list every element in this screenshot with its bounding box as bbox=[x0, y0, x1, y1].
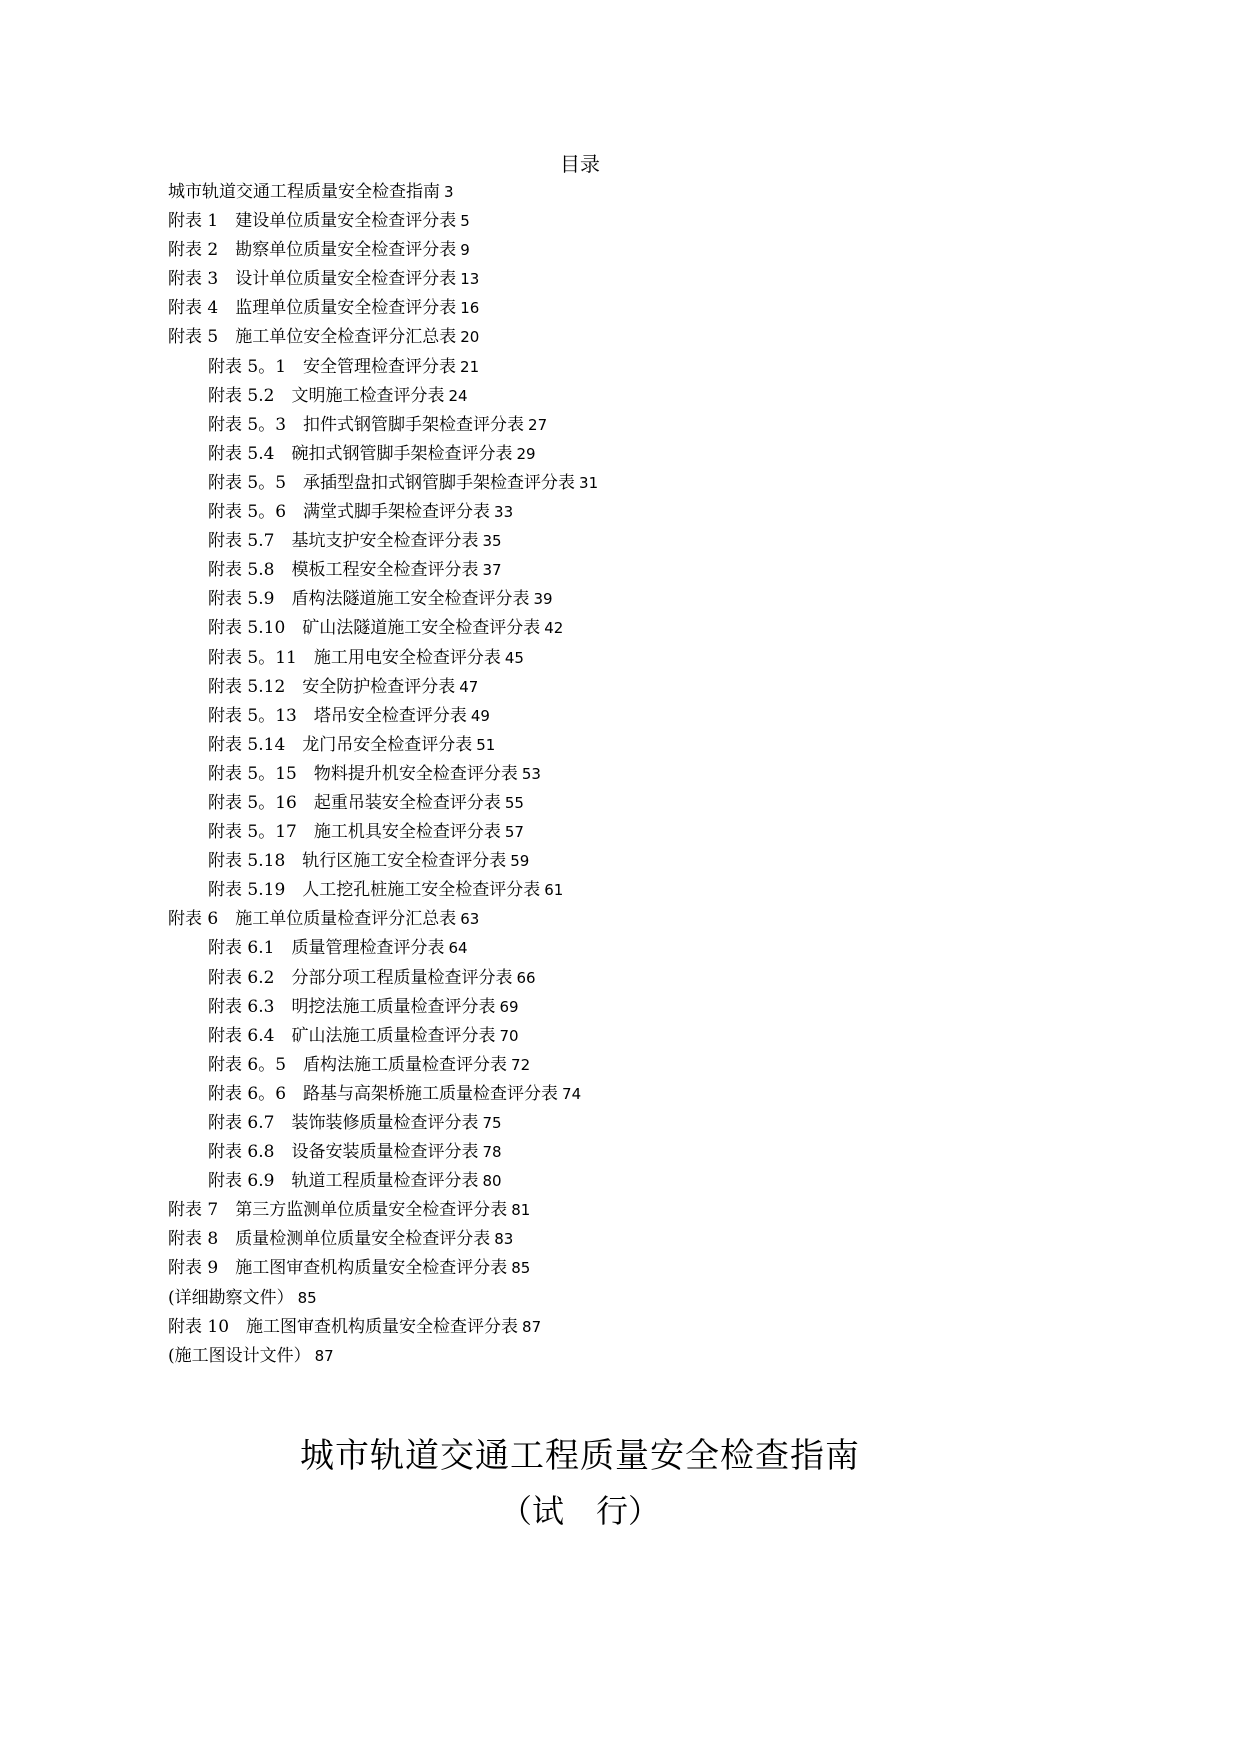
toc-entry-label: 附表 6。5 盾构法施工质量检查评分表 bbox=[208, 1054, 508, 1075]
toc-entry-page-number: 24 bbox=[448, 386, 468, 405]
toc-entry[interactable] bbox=[168, 644, 888, 673]
toc-entry-label: 附表 5。17 施工机具安全检查评分表 bbox=[208, 822, 501, 843]
toc-entry-label: 附表 5.18 轨行区施工安全检查评分表 bbox=[208, 851, 507, 872]
toc-entry-page-number: 31 bbox=[579, 473, 599, 492]
toc-entry-label: 附表 9 施工图审查机构质量安全检查评分表 bbox=[168, 1258, 508, 1279]
document-subtitle: （试 行） bbox=[499, 1492, 660, 1530]
table-of-contents bbox=[168, 178, 888, 1371]
toc-entry-page-number: 75 bbox=[482, 1114, 502, 1132]
toc-entry-label: 附表 6 施工单位质量检查评分汇总表 bbox=[168, 909, 457, 930]
toc-entry-page-number: 51 bbox=[476, 735, 496, 754]
toc-entry-page-number: 29 bbox=[516, 444, 536, 463]
toc-entry-label: 附表 1 建设单位质量安全检查评分表 bbox=[168, 211, 457, 232]
toc-entry-label: 附表 5。11 施工用电安全检查评分表 bbox=[208, 647, 501, 668]
toc-entry-page-number: 13 bbox=[460, 270, 480, 289]
toc-entry[interactable] bbox=[168, 353, 888, 382]
toc-entry[interactable] bbox=[168, 731, 888, 760]
toc-entry[interactable] bbox=[168, 1080, 888, 1109]
toc-entry[interactable] bbox=[168, 1051, 888, 1080]
toc-entry-label: 附表 5.9 盾构法隧道施工安全检查评分表 bbox=[208, 589, 530, 610]
toc-entry[interactable] bbox=[168, 1342, 888, 1371]
toc-entry[interactable] bbox=[168, 1109, 888, 1138]
toc-entry-label: 附表 3 设计单位质量安全检查评分表 bbox=[168, 269, 457, 290]
toc-entry-page-number: 87 bbox=[522, 1317, 542, 1336]
toc-entry[interactable] bbox=[168, 323, 888, 352]
toc-entry-page-number: 27 bbox=[528, 415, 548, 434]
toc-entry[interactable] bbox=[168, 614, 888, 643]
toc-entry-label: 附表 5.19 人工挖孔桩施工安全检查评分表 bbox=[208, 880, 541, 901]
toc-entry[interactable] bbox=[168, 265, 888, 294]
toc-entry-page-number: 47 bbox=[459, 677, 479, 696]
toc-entry-page-number: 70 bbox=[499, 1026, 519, 1045]
toc-entry-label: 附表 5。15 物料提升机安全检查评分表 bbox=[208, 763, 518, 784]
toc-entry[interactable] bbox=[168, 1167, 888, 1196]
toc-entry-label: 附表 7 第三方监测单位质量安全检查评分表 bbox=[168, 1200, 508, 1221]
toc-heading: 目录 bbox=[560, 152, 600, 176]
toc-entry-page-number: 35 bbox=[482, 532, 502, 551]
toc-entry-label: 附表 2 勘察单位质量安全检查评分表 bbox=[168, 240, 457, 261]
toc-entry-label: 附表 6.1 质量管理检查评分表 bbox=[208, 938, 445, 959]
toc-entry[interactable] bbox=[168, 964, 888, 993]
toc-entry-page-number: 49 bbox=[470, 706, 490, 725]
toc-entry-label: 附表 10 施工图审查机构质量安全检查评分表 bbox=[168, 1316, 519, 1337]
toc-entry-label: 附表 6.4 矿山法施工质量检查评分表 bbox=[208, 1025, 496, 1046]
toc-entry-page-number: 42 bbox=[544, 619, 564, 638]
toc-entry-page-number: 9 bbox=[460, 241, 470, 260]
toc-entry[interactable] bbox=[168, 236, 888, 265]
toc-entry-label: 附表 5.4 碗扣式钢管脚手架检查评分表 bbox=[208, 443, 513, 464]
toc-entry-label: (施工图设计文件） bbox=[168, 1345, 311, 1366]
toc-entry[interactable] bbox=[168, 818, 888, 847]
toc-entry[interactable] bbox=[168, 1022, 888, 1051]
toc-entry-label: 附表 5.2 文明施工检查评分表 bbox=[208, 385, 445, 406]
toc-entry-page-number: 21 bbox=[460, 357, 480, 376]
toc-entry-label: 附表 5。1 安全管理检查评分表 bbox=[208, 356, 457, 377]
toc-entry-page-number: 55 bbox=[504, 793, 524, 812]
toc-entry[interactable] bbox=[168, 207, 888, 236]
toc-entry-page-number: 5 bbox=[460, 212, 470, 231]
toc-entry-page-number: 45 bbox=[504, 648, 524, 667]
toc-entry-page-number: 72 bbox=[511, 1055, 531, 1074]
toc-entry-page-number: 16 bbox=[460, 299, 480, 318]
toc-entry-label: 附表 6.9 轨道工程质量检查评分表 bbox=[208, 1171, 479, 1192]
toc-entry[interactable] bbox=[168, 760, 888, 789]
toc-entry[interactable] bbox=[168, 934, 888, 963]
toc-entry-page-number: 33 bbox=[494, 503, 514, 522]
toc-entry[interactable] bbox=[168, 993, 888, 1022]
toc-entry-label: (详细勘察文件） bbox=[168, 1287, 294, 1308]
toc-entry[interactable] bbox=[168, 876, 888, 905]
toc-entry[interactable] bbox=[168, 178, 888, 207]
toc-entry-label: 附表 6.8 设备安装质量检查评分表 bbox=[208, 1142, 479, 1163]
toc-entry[interactable] bbox=[168, 294, 888, 323]
toc-entry-label: 附表 4 监理单位质量安全检查评分表 bbox=[168, 298, 457, 319]
toc-entry-label: 附表 5.14 龙门吊安全检查评分表 bbox=[208, 734, 473, 755]
toc-entry-page-number: 85 bbox=[511, 1259, 531, 1278]
toc-entry[interactable] bbox=[168, 411, 888, 440]
toc-entry[interactable] bbox=[168, 789, 888, 818]
toc-entry-label: 附表 8 质量检测单位质量安全检查评分表 bbox=[168, 1229, 491, 1250]
toc-entry-page-number: 69 bbox=[499, 997, 519, 1016]
toc-entry-label: 附表 6.3 明挖法施工质量检查评分表 bbox=[208, 996, 496, 1017]
toc-entry[interactable] bbox=[168, 1254, 888, 1283]
toc-entry-page-number: 85 bbox=[297, 1288, 317, 1307]
toc-entry-page-number: 20 bbox=[460, 328, 480, 347]
toc-entry-label: 附表 5。3 扣件式钢管脚手架检查评分表 bbox=[208, 414, 525, 435]
toc-entry-label: 附表 6.7 装饰装修质量检查评分表 bbox=[208, 1113, 479, 1133]
toc-entry-label: 城市轨道交通工程质量安全检查指南 bbox=[168, 182, 440, 202]
toc-entry[interactable] bbox=[168, 905, 888, 934]
toc-entry-page-number: 39 bbox=[533, 590, 553, 609]
toc-entry-label: 附表 5.7 基坑支护安全检查评分表 bbox=[208, 531, 479, 552]
toc-entry-page-number: 83 bbox=[494, 1230, 514, 1249]
toc-entry[interactable] bbox=[168, 1313, 888, 1342]
toc-entry[interactable] bbox=[168, 382, 888, 411]
toc-entry[interactable] bbox=[168, 1225, 888, 1254]
toc-entry[interactable] bbox=[168, 469, 888, 498]
toc-entry-page-number: 80 bbox=[482, 1172, 502, 1191]
toc-entry-page-number: 57 bbox=[504, 823, 524, 842]
toc-entry[interactable] bbox=[168, 1196, 888, 1225]
toc-entry-label: 附表 5.10 矿山法隧道施工安全检查评分表 bbox=[208, 618, 541, 639]
toc-entry[interactable] bbox=[168, 847, 888, 876]
document-title: 城市轨道交通工程质量安全检查指南 bbox=[300, 1436, 860, 1476]
toc-entry-page-number: 74 bbox=[562, 1084, 582, 1103]
toc-entry[interactable] bbox=[168, 1284, 888, 1313]
toc-entry[interactable] bbox=[168, 498, 888, 527]
toc-entry-page-number: 64 bbox=[448, 939, 468, 958]
toc-entry[interactable] bbox=[168, 440, 888, 469]
toc-entry-page-number: 78 bbox=[482, 1143, 502, 1162]
toc-entry-label: 附表 5.12 安全防护检查评分表 bbox=[208, 676, 456, 697]
toc-entry-label: 附表 5 施工单位安全检查评分汇总表 bbox=[168, 327, 457, 348]
toc-entry[interactable] bbox=[168, 702, 888, 731]
toc-entry-page-number: 87 bbox=[314, 1346, 334, 1365]
toc-entry-page-number: 53 bbox=[521, 764, 541, 783]
toc-entry[interactable] bbox=[168, 1138, 888, 1167]
toc-entry-page-number: 61 bbox=[544, 881, 564, 900]
toc-entry-label: 附表 5。5 承插型盘扣式钢管脚手架检查评分表 bbox=[208, 472, 576, 493]
toc-entry-page-number: 66 bbox=[516, 968, 536, 987]
toc-entry[interactable] bbox=[168, 673, 888, 702]
toc-entry-label: 附表 5。13 塔吊安全检查评分表 bbox=[208, 705, 467, 726]
toc-entry-page-number: 37 bbox=[482, 561, 502, 580]
toc-entry-label: 附表 5.8 模板工程安全检查评分表 bbox=[208, 560, 479, 581]
toc-entry[interactable] bbox=[168, 556, 888, 585]
toc-entry-page-number: 81 bbox=[511, 1201, 531, 1220]
toc-entry-label: 附表 6.2 分部分项工程质量检查评分表 bbox=[208, 967, 513, 988]
toc-entry-page-number: 63 bbox=[460, 910, 480, 929]
toc-entry-page-number: 59 bbox=[510, 852, 530, 871]
toc-entry-label: 附表 5。6 满堂式脚手架检查评分表 bbox=[208, 502, 491, 523]
toc-entry-label: 附表 5。16 起重吊装安全检查评分表 bbox=[208, 792, 501, 813]
toc-entry[interactable] bbox=[168, 585, 888, 614]
toc-entry-page-number: 3 bbox=[444, 183, 454, 201]
toc-entry[interactable] bbox=[168, 527, 888, 556]
toc-entry-label: 附表 6。6 路基与高架桥施工质量检查评分表 bbox=[208, 1083, 559, 1104]
